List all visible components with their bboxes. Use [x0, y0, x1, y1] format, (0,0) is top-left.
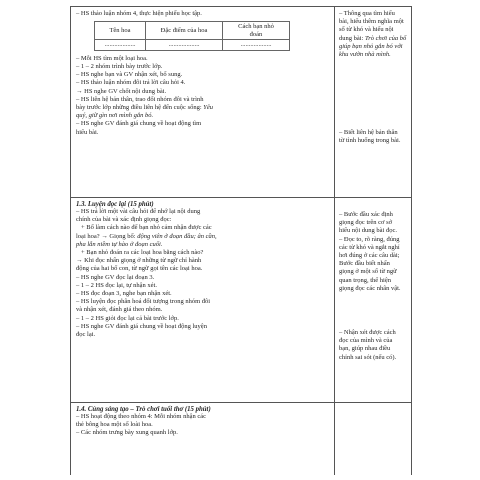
activity-line: – HS trả lời một vài câu hỏi để nhớ lại nội dung	[76, 208, 201, 215]
objective-line: khu vườn nhà mình.	[339, 51, 391, 59]
activity-line: – HS đọc đoạn 3, nghe bạn nhận xét.	[76, 290, 172, 298]
objective-line: quan trọng, thể hiện	[339, 276, 391, 284]
objective-line: – Bước đầu xác định	[339, 211, 393, 218]
objective-line: – Biết liên hệ bản thân	[339, 129, 398, 137]
objective-line: – Đọc to, rõ ràng, đúng	[339, 235, 400, 243]
objective-line: đọc của mình và của	[339, 337, 393, 345]
objective-line: dung bài: Trò chơi của bố	[339, 34, 407, 42]
objective-line: giọng đọc trên cơ sở	[339, 219, 393, 227]
objective-line: giúp bạn nhỏ gắn bó với	[339, 42, 403, 50]
activity-line: – HS nghe bạn và GV nhận xét, bổ sung.	[76, 71, 183, 79]
objective-line: giọng đọc các nhân vật.	[339, 284, 401, 292]
activity-line: bày trước lớp những điều liên hệ đến cuộc sống: Yêu	[76, 103, 214, 111]
activity-line: – Các nhóm trưng bày xung quanh lớp.	[76, 429, 178, 437]
worksheet-table	[94, 21, 290, 51]
activity-line: – HS nghe GV đọc lại đoạn 3.	[76, 273, 155, 281]
activity-line: – 1 – 2 nhóm trình bày trước lớp.	[76, 62, 163, 70]
section-heading: 1.3. Luyện đọc lại (15 phút)	[76, 201, 154, 208]
activity-line: loại hoa? → Giọng bố: động viên ở đoạn đầu; ân cần,	[76, 232, 217, 240]
activity-line: hiểu bài.	[76, 128, 99, 136]
objective-line: hơi đúng ở các câu dài;	[339, 252, 400, 260]
objective-line: Bước đầu biết nhấn	[339, 260, 390, 268]
objective-line: chỉnh sai sót (nếu có).	[339, 353, 397, 361]
activity-line: – 1 – 2 HS giỏi đọc lại cả bài trước lớp.	[76, 314, 179, 322]
column-divider	[334, 7, 335, 475]
activity-line: chính của bài và xác định giọng đọc:	[76, 216, 172, 224]
objective-line: số từ khó và hiểu nội	[339, 26, 394, 34]
activity-line: – HS nghe GV đánh giá chung về hoạt động luyện	[76, 322, 207, 330]
objective-line: – Thông qua tìm hiểu	[339, 10, 395, 17]
section1-objectives	[339, 10, 407, 146]
activity-line: động của hai bố con, từ ngữ gọi tên các loại hoa.	[76, 265, 203, 273]
activity-line: – HS luyện đọc phân hoá đối tượng trong nhóm đôi	[76, 298, 211, 306]
objective-line: bạn, giúp nhau điều	[339, 345, 391, 353]
section-heading: 1.4. Củng sáng tạo – Trò chơi tuổi thơ (15 phút)	[76, 406, 211, 413]
activity-line: và nhận xét, đánh giá theo nhóm.	[76, 306, 163, 314]
activity-line: – HS nghe GV đánh giá chung về hoạt động tìm	[76, 120, 202, 128]
section1-activities	[76, 10, 330, 137]
activity-line: – 1 – 2 HS đọc lại, tự nhận xét.	[76, 281, 157, 289]
activity-line: – HS hoạt động theo nhóm 4: Mỗi nhóm nhận các	[76, 413, 206, 420]
activity-line: + Bố làm cách nào để bạn nhỏ cảm nhận được các	[81, 224, 212, 232]
activity-line: pha lẫn niềm tự hào ở đoạn cuối.	[76, 240, 163, 248]
activity-line: + Bạn nhỏ đoán ra các loại hoa bằng cách nào?	[81, 249, 204, 257]
objective-line: – Nhận xét được cách	[339, 329, 396, 337]
section3-activities	[76, 406, 330, 438]
objective-line: giọng ở một số từ ngữ	[339, 268, 397, 276]
activity-line: – HS thảo luận nhóm 4, thực hiện phiếu học tập.	[76, 10, 202, 17]
activity-line: thẻ bông hoa một số loài hoa.	[76, 421, 153, 429]
worksheet-header: Đặc điểm của hoa	[146, 22, 223, 40]
activity-line: → HS nghe GV chốt nội dung bài.	[76, 87, 167, 95]
activity-line: – Mỗi HS tìm một loại hoa.	[76, 54, 148, 62]
activity-line: đọc lại.	[76, 331, 96, 339]
section2-activities	[76, 201, 330, 339]
worksheet-header: Cách bạn nhỏ đoán	[223, 22, 290, 40]
row-divider-2	[71, 402, 411, 403]
activity-line: quý, giữ gìn nơi mình gắn bó.	[76, 112, 154, 120]
activity-line: → Khi đọc nhấn giọng ở những từ ngữ chỉ hành	[76, 257, 202, 265]
objective-line: từ tình huống trong bài.	[339, 137, 401, 145]
worksheet-cell: ...................	[95, 40, 146, 51]
worksheet-header: Tên hoa	[95, 22, 146, 40]
objective-line: hiểu nội dung bài đọc.	[339, 227, 397, 235]
row-divider-1	[71, 197, 411, 198]
section2-objectives	[339, 211, 407, 362]
activity-line: – HS liên hệ bản thân, trao đổi nhóm đôi và trình	[76, 95, 204, 103]
objective-line: các từ khó và ngắt nghỉ	[339, 243, 400, 251]
lesson-table	[70, 6, 412, 475]
objective-line: bài, hiểu thêm nghĩa một	[339, 18, 404, 26]
activity-line: – HS thảo luận nhóm đôi trả lời câu hỏi 4.	[76, 79, 186, 87]
worksheet-cell: ...................	[223, 40, 290, 51]
worksheet-cell: ...................	[146, 40, 223, 51]
